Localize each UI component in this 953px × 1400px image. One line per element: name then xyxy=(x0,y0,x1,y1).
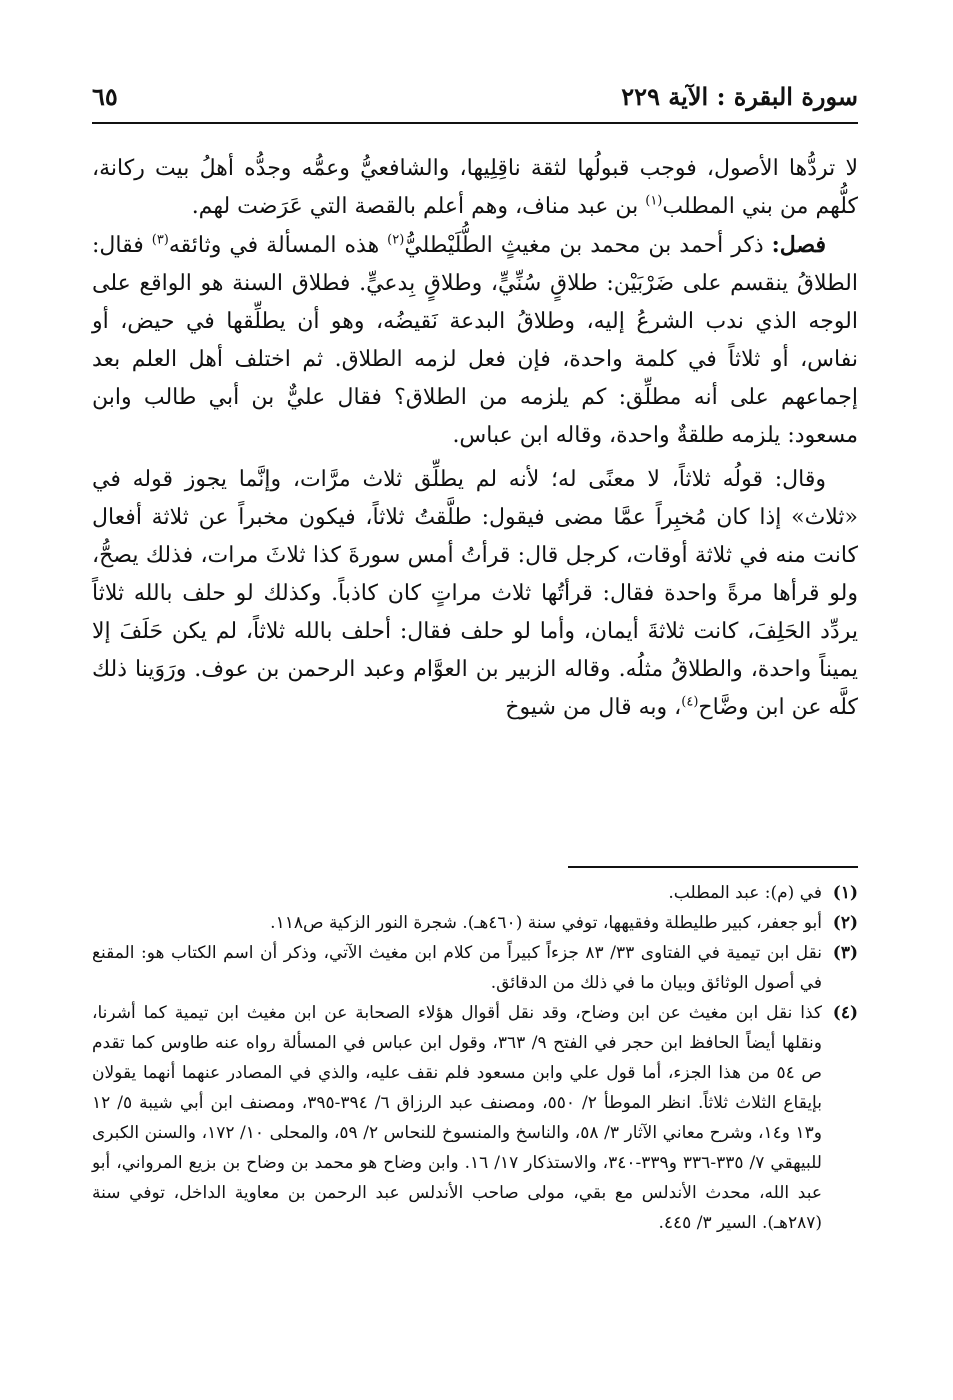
paragraph xyxy=(92,226,858,455)
footnote-number: (٢) xyxy=(832,913,858,933)
footnote xyxy=(92,998,858,1238)
footnote-number: (٣) xyxy=(832,943,858,963)
footnote-separator xyxy=(568,866,858,868)
paragraph-text: لا تردُّها الأصول، فوجب قبولُها لثقة ناقِلِيها، والشافعيُّ وعمُّه وجدُّه أهلُ بيت ركانة، كلُّهم من بني المطلب xyxy=(92,156,858,219)
paragraph-text: وقال: قولُه ثلاثاً، لا معنًى له؛ لأنه لم يطلِّق ثلاث مرَّات، وإنَّما يجوز قوله في «ثلاث» إذا كان مُخبِراً عمَّا مضى فيقول: طلَّقتُ ثلاثاً، فيكون مخبراً عن ثلاثة أفعال كانت منه في ثلاثة أوقات، كرجل قال: قرأتُ أمس سورةَ كذا ثلاثَ مرات، فذلك يصحُّ، ولو قرأها مرةً واحدة فقال: قرأتُها ثلاث مراتٍ كان كاذباً. وكذلك لو حلف بالله ثلاثاً يردِّد الحَلِفَ، كانت ثلاثةَ أيمان، وأما لو حلف فقال: أحلف بالله ثلاثاً، لم يكن حَلَفَ إلا يميناً واحدة، والطلاقُ مثلُه. وقاله الزبير بن العوَّام وعبد الرحمن بن عوف. ورَوَينا ذلك كلَّه عن ابن وضَّاح xyxy=(92,467,858,720)
section-lead: فصل: xyxy=(771,232,826,258)
footnote-text: أبو جعفر، كبير طليطلة وفقيهها، توفي سنة (٤٦٠هـ). شجرة النور الزكية ص١١٨. xyxy=(270,913,822,933)
chapter-title: سورة البقرة : الآية ٢٢٩ xyxy=(621,82,858,111)
footnote-number: (٤) xyxy=(832,1003,858,1023)
footnote-ref: (٣) xyxy=(151,232,169,248)
paragraph-text: ، وبه قال من شيوخ xyxy=(505,695,682,720)
footnote xyxy=(92,908,858,938)
footnote xyxy=(92,878,858,908)
footnote-text: كذا نقل ابن مغيث عن ابن وضاح، وقد نقل أقوال هؤلاء الصحابة عن ابن مغيث ابن تيمية كما أشرنا، ونقلها أيضاً الحافظ ابن حجر في الفتح ٩/ ٣٦٣، وقول ابن عباس في المسألة رواه عنه طاوس كما تقدم ص ٥٤ من هذا الجزء، أما قول علي وابن مسعود فلم نقف عليه، والذي في المصادر عنهما أنهما يقولان بإيقاع الثلاث ثلاثاً. انظر الموطأ ٢/ ٥٥٠، ومصنف عبد الرزاق ٦/ ٣٩٤-٣٩٥، ومصنف ابن أبي شيبة ٥/ ١٢ و١٣ و١٤، وشرح معاني الآثار ٣/ ٥٨، والناسخ والمنسوخ للنحاس ٢/ ٥٩، والمحلى ١٠/ ١٧٢، والسنن الكبرى للبيهقي ٧/ ٣٣٥-٣٣٦ و٣٣٩-٣٤٠، والاستذكار ١٧/ ١٦. وابن وضاح هو محمد بن وضاح بن بزيع المرواني، أبو عبد الله، محدث الأندلس مع بقي، مولى صاحب الأندلس عبد الرحمن بن معاوية الداخل، توفي سنة (٢٨٧هـ). السير ٣/ ٤٤٥. xyxy=(92,1003,822,1233)
paragraph-text: ذكر أحمد بن محمد بن مغيثٍ الطُّلَيْطليُّ xyxy=(404,233,772,258)
paragraph-text: بن عبد مناف، وهم أعلم بالقصة التي عَرَضت لهم. xyxy=(191,194,646,219)
paragraph xyxy=(92,461,858,727)
paragraph-text: هذه المسألة في وثائقه xyxy=(168,233,388,258)
footnote-text: في (م): عبد المطلب. xyxy=(668,883,822,903)
paragraph-text: فقال: الطلاقُ ينقسم على ضَرْبَيْن: طلاقٍ سُنِّيٍّ، وطلاقٍ بِدعيٍّ. فطلاق السنة هو الواقع على الوجه الذي ندب الشرعُ إليه، وطلاقُ البدعة نَقيضُه، وهو أن يطلِّقها في حيض، أو نفاس، أو ثلاثاً في كلمة واحدة، فإن فعل لزمه الطلاق. ثم اختلف أهل العلم بعد إجماعهم على أنه مطلِّق: كم يلزمه من الطلاق؟ فقال عليٌّ بن أبي طالب وابن مسعود: يلزمه طلقةٌ واحدة، وقاله ابن عباس. xyxy=(92,233,858,448)
main-text xyxy=(92,150,858,727)
footnotes xyxy=(92,878,858,1238)
page-number: ٦٥ xyxy=(92,82,118,111)
footnote-ref: (٢) xyxy=(387,232,405,248)
footnote-text: نقل ابن تيمية في الفتاوى ٣٣/ ٨٣ جزءاً كبيراً من كلام ابن مغيث الآتي، وذكر أن اسم الكتاب هو: المقنع في أصول الوثائق وبيان ما في ذلك من الدقائق. xyxy=(92,943,823,993)
footnote-ref: (١) xyxy=(645,193,663,209)
footnote-ref: (٤) xyxy=(681,694,699,710)
paragraph xyxy=(92,150,858,226)
footnote xyxy=(92,938,858,998)
footnote-number: (١) xyxy=(832,883,858,903)
running-header xyxy=(92,78,858,124)
